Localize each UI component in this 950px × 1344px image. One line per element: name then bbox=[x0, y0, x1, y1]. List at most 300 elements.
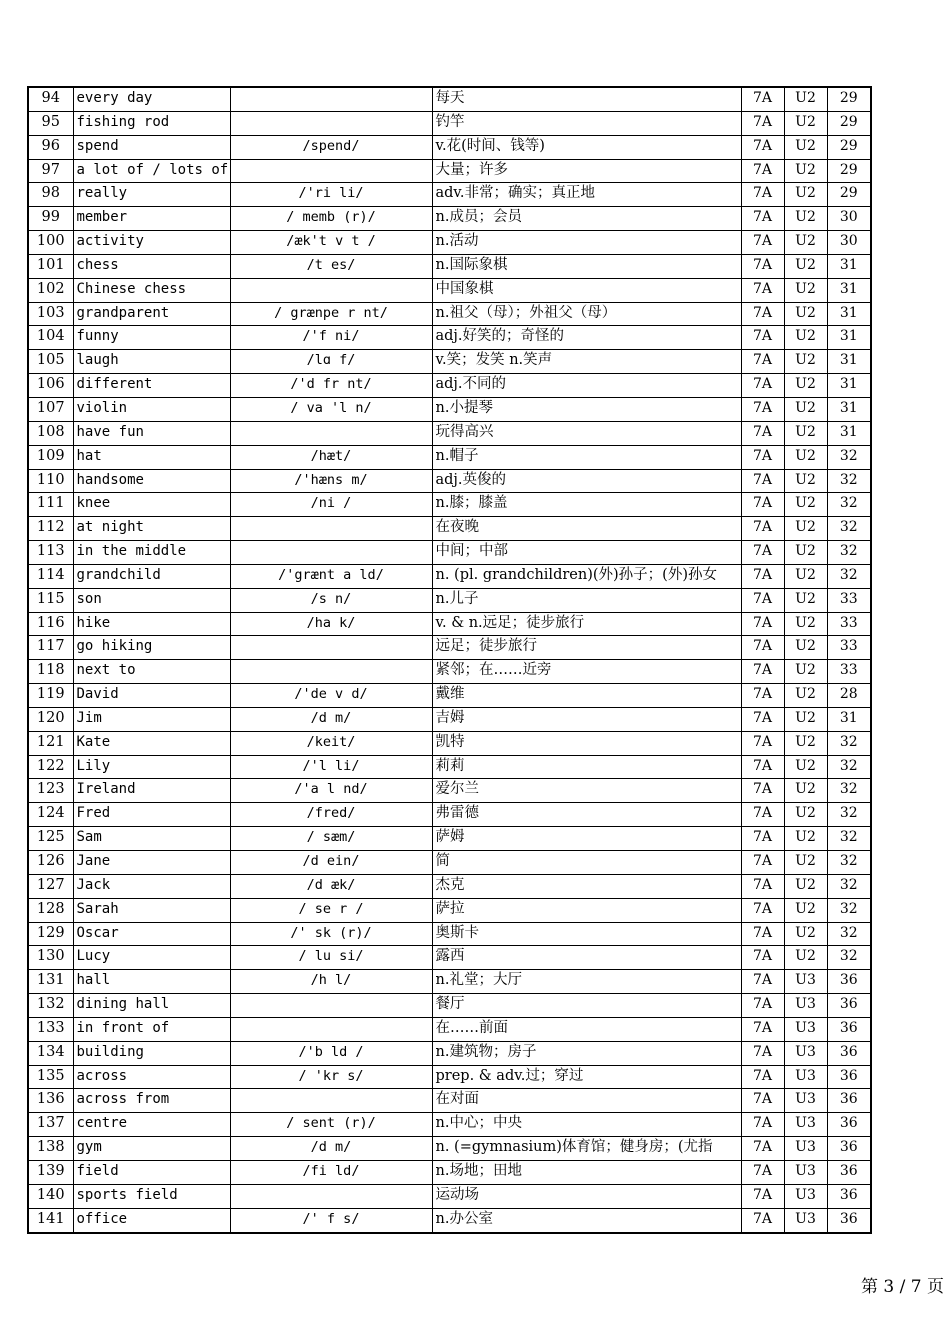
entry-word: member bbox=[73, 207, 230, 231]
entry-page: 31 bbox=[827, 350, 871, 374]
entry-word: across from bbox=[73, 1089, 230, 1113]
entry-number: 119 bbox=[28, 684, 73, 708]
entry-phonetic: / sæm/ bbox=[230, 827, 432, 851]
entry-phonetic bbox=[230, 636, 432, 660]
entry-page: 32 bbox=[827, 946, 871, 970]
entry-meaning: 运动场 bbox=[432, 1184, 741, 1208]
entry-unit: U2 bbox=[784, 135, 827, 159]
table-row bbox=[28, 326, 871, 350]
entry-number: 141 bbox=[28, 1208, 73, 1232]
entry-number: 94 bbox=[28, 87, 73, 111]
entry-phonetic: /keit/ bbox=[230, 731, 432, 755]
entry-page: 31 bbox=[827, 278, 871, 302]
entry-unit: U2 bbox=[784, 731, 827, 755]
entry-word: next to bbox=[73, 660, 230, 684]
entry-phonetic bbox=[230, 541, 432, 565]
entry-meaning: prep. & adv.过；穿过 bbox=[432, 1065, 741, 1089]
entry-page: 36 bbox=[827, 1137, 871, 1161]
entry-unit: U2 bbox=[784, 946, 827, 970]
table-row bbox=[28, 946, 871, 970]
entry-book: 7A bbox=[741, 851, 784, 875]
entry-page: 33 bbox=[827, 588, 871, 612]
entry-number: 115 bbox=[28, 588, 73, 612]
entry-page: 31 bbox=[827, 374, 871, 398]
entry-meaning: 爱尔兰 bbox=[432, 779, 741, 803]
entry-phonetic: / 'kr s/ bbox=[230, 1065, 432, 1089]
entry-word: across bbox=[73, 1065, 230, 1089]
entry-unit: U3 bbox=[784, 1065, 827, 1089]
entry-page: 33 bbox=[827, 636, 871, 660]
entry-phonetic bbox=[230, 517, 432, 541]
entry-number: 134 bbox=[28, 1041, 73, 1065]
entry-book: 7A bbox=[741, 970, 784, 994]
entry-word: Sam bbox=[73, 827, 230, 851]
entry-number: 137 bbox=[28, 1113, 73, 1137]
entry-meaning: n.建筑物；房子 bbox=[432, 1041, 741, 1065]
entry-page: 32 bbox=[827, 874, 871, 898]
table-row bbox=[28, 517, 871, 541]
entry-page: 31 bbox=[827, 254, 871, 278]
entry-phonetic: /d æk/ bbox=[230, 874, 432, 898]
entry-unit: U2 bbox=[784, 183, 827, 207]
entry-word: chess bbox=[73, 254, 230, 278]
table-row bbox=[28, 159, 871, 183]
entry-meaning: 在对面 bbox=[432, 1089, 741, 1113]
entry-word: son bbox=[73, 588, 230, 612]
entry-book: 7A bbox=[741, 302, 784, 326]
entry-meaning: 中间；中部 bbox=[432, 541, 741, 565]
entry-book: 7A bbox=[741, 87, 784, 111]
entry-number: 126 bbox=[28, 851, 73, 875]
entry-meaning: n. (pl. grandchildren)(外)孙子；(外)孙女 bbox=[432, 564, 741, 588]
entry-word: fishing rod bbox=[73, 111, 230, 135]
entry-phonetic: /d m/ bbox=[230, 707, 432, 731]
entry-page: 28 bbox=[827, 684, 871, 708]
entry-phonetic: / memb (r)/ bbox=[230, 207, 432, 231]
entry-unit: U2 bbox=[784, 922, 827, 946]
entry-word: go hiking bbox=[73, 636, 230, 660]
entry-book: 7A bbox=[741, 207, 784, 231]
entry-unit: U3 bbox=[784, 1184, 827, 1208]
table-row bbox=[28, 970, 871, 994]
entry-unit: U2 bbox=[784, 707, 827, 731]
entry-phonetic bbox=[230, 421, 432, 445]
entry-phonetic: /'ri li/ bbox=[230, 183, 432, 207]
entry-word: Jim bbox=[73, 707, 230, 731]
entry-unit: U2 bbox=[784, 874, 827, 898]
entry-word: have fun bbox=[73, 421, 230, 445]
entry-unit: U2 bbox=[784, 779, 827, 803]
table-row bbox=[28, 803, 871, 827]
entry-meaning: adj.不同的 bbox=[432, 374, 741, 398]
entry-book: 7A bbox=[741, 946, 784, 970]
entry-book: 7A bbox=[741, 183, 784, 207]
entry-phonetic: /ni / bbox=[230, 493, 432, 517]
entry-page: 31 bbox=[827, 707, 871, 731]
entry-phonetic bbox=[230, 1017, 432, 1041]
entry-page: 32 bbox=[827, 755, 871, 779]
entry-meaning: 吉姆 bbox=[432, 707, 741, 731]
entry-word: hall bbox=[73, 970, 230, 994]
entry-phonetic: / lu si/ bbox=[230, 946, 432, 970]
entry-number: 117 bbox=[28, 636, 73, 660]
entry-number: 133 bbox=[28, 1017, 73, 1041]
table-row bbox=[28, 636, 871, 660]
table-row bbox=[28, 851, 871, 875]
entry-word: Jane bbox=[73, 851, 230, 875]
entry-word: in front of bbox=[73, 1017, 230, 1041]
entry-meaning: n.小提琴 bbox=[432, 397, 741, 421]
entry-book: 7A bbox=[741, 922, 784, 946]
entry-meaning: 奥斯卡 bbox=[432, 922, 741, 946]
entry-word: Chinese chess bbox=[73, 278, 230, 302]
entry-phonetic: /' sk (r)/ bbox=[230, 922, 432, 946]
entry-phonetic: /spend/ bbox=[230, 135, 432, 159]
entry-book: 7A bbox=[741, 541, 784, 565]
entry-meaning: 在……前面 bbox=[432, 1017, 741, 1041]
table-row bbox=[28, 779, 871, 803]
entry-meaning: adj.好笑的；奇怪的 bbox=[432, 326, 741, 350]
entry-page: 32 bbox=[827, 851, 871, 875]
table-row bbox=[28, 994, 871, 1018]
entry-book: 7A bbox=[741, 111, 784, 135]
entry-word: grandparent bbox=[73, 302, 230, 326]
table-row bbox=[28, 1089, 871, 1113]
entry-page: 33 bbox=[827, 660, 871, 684]
entry-page: 32 bbox=[827, 469, 871, 493]
table-row bbox=[28, 1160, 871, 1184]
entry-phonetic bbox=[230, 1089, 432, 1113]
entry-word: sports field bbox=[73, 1184, 230, 1208]
table-row bbox=[28, 254, 871, 278]
table-row bbox=[28, 731, 871, 755]
entry-unit: U2 bbox=[784, 421, 827, 445]
entry-book: 7A bbox=[741, 517, 784, 541]
entry-page: 36 bbox=[827, 1065, 871, 1089]
entry-word: handsome bbox=[73, 469, 230, 493]
entry-phonetic bbox=[230, 1184, 432, 1208]
entry-meaning: 大量；许多 bbox=[432, 159, 741, 183]
entry-word: different bbox=[73, 374, 230, 398]
entry-meaning: n.国际象棋 bbox=[432, 254, 741, 278]
entry-unit: U2 bbox=[784, 660, 827, 684]
entry-book: 7A bbox=[741, 493, 784, 517]
table-row bbox=[28, 755, 871, 779]
entry-page: 36 bbox=[827, 1041, 871, 1065]
entry-phonetic: /ha k/ bbox=[230, 612, 432, 636]
entry-book: 7A bbox=[741, 1184, 784, 1208]
entry-word: David bbox=[73, 684, 230, 708]
table-row bbox=[28, 135, 871, 159]
entry-unit: U3 bbox=[784, 1113, 827, 1137]
entry-phonetic bbox=[230, 159, 432, 183]
entry-page: 32 bbox=[827, 445, 871, 469]
entry-book: 7A bbox=[741, 326, 784, 350]
entry-book: 7A bbox=[741, 636, 784, 660]
entry-number: 121 bbox=[28, 731, 73, 755]
entry-book: 7A bbox=[741, 1113, 784, 1137]
entry-page: 33 bbox=[827, 612, 871, 636]
table-row bbox=[28, 278, 871, 302]
entry-meaning: 杰克 bbox=[432, 874, 741, 898]
entry-unit: U2 bbox=[784, 636, 827, 660]
entry-unit: U3 bbox=[784, 1089, 827, 1113]
table-row bbox=[28, 922, 871, 946]
entry-word: spend bbox=[73, 135, 230, 159]
table-row bbox=[28, 183, 871, 207]
entry-page: 36 bbox=[827, 970, 871, 994]
entry-number: 98 bbox=[28, 183, 73, 207]
entry-page: 31 bbox=[827, 302, 871, 326]
entry-meaning: n.成员；会员 bbox=[432, 207, 741, 231]
entry-unit: U2 bbox=[784, 493, 827, 517]
entry-book: 7A bbox=[741, 1041, 784, 1065]
entry-meaning: 萨姆 bbox=[432, 827, 741, 851]
entry-meaning: v.花(时间、钱等) bbox=[432, 135, 741, 159]
entry-book: 7A bbox=[741, 779, 784, 803]
entry-page: 32 bbox=[827, 493, 871, 517]
entry-number: 132 bbox=[28, 994, 73, 1018]
entry-book: 7A bbox=[741, 564, 784, 588]
entry-meaning: n.活动 bbox=[432, 231, 741, 255]
entry-page: 29 bbox=[827, 135, 871, 159]
entry-number: 129 bbox=[28, 922, 73, 946]
entry-book: 7A bbox=[741, 159, 784, 183]
entry-unit: U2 bbox=[784, 374, 827, 398]
entry-meaning: n.祖父（母）；外祖父（母） bbox=[432, 302, 741, 326]
entry-number: 101 bbox=[28, 254, 73, 278]
entry-unit: U2 bbox=[784, 827, 827, 851]
entry-phonetic: /'f ni/ bbox=[230, 326, 432, 350]
entry-page: 30 bbox=[827, 231, 871, 255]
entry-phonetic: /'l li/ bbox=[230, 755, 432, 779]
entry-word: centre bbox=[73, 1113, 230, 1137]
entry-number: 103 bbox=[28, 302, 73, 326]
entry-word: hat bbox=[73, 445, 230, 469]
entry-page: 36 bbox=[827, 1184, 871, 1208]
entry-phonetic: /'d fr nt/ bbox=[230, 374, 432, 398]
entry-meaning: 简 bbox=[432, 851, 741, 875]
entry-book: 7A bbox=[741, 350, 784, 374]
entry-page: 36 bbox=[827, 1160, 871, 1184]
table-row bbox=[28, 612, 871, 636]
entry-meaning: adj.英俊的 bbox=[432, 469, 741, 493]
entry-number: 114 bbox=[28, 564, 73, 588]
entry-word: dining hall bbox=[73, 994, 230, 1018]
entry-book: 7A bbox=[741, 1137, 784, 1161]
entry-book: 7A bbox=[741, 469, 784, 493]
entry-page: 32 bbox=[827, 564, 871, 588]
entry-word: in the middle bbox=[73, 541, 230, 565]
entry-word: Oscar bbox=[73, 922, 230, 946]
entry-page: 36 bbox=[827, 1017, 871, 1041]
entry-meaning: 凯特 bbox=[432, 731, 741, 755]
entry-meaning: 每天 bbox=[432, 87, 741, 111]
entry-phonetic: /hæt/ bbox=[230, 445, 432, 469]
entry-page: 29 bbox=[827, 111, 871, 135]
entry-word: gym bbox=[73, 1137, 230, 1161]
entry-book: 7A bbox=[741, 445, 784, 469]
entry-book: 7A bbox=[741, 827, 784, 851]
entry-unit: U2 bbox=[784, 302, 827, 326]
entry-number: 135 bbox=[28, 1065, 73, 1089]
entry-book: 7A bbox=[741, 588, 784, 612]
entry-meaning: 莉莉 bbox=[432, 755, 741, 779]
entry-number: 111 bbox=[28, 493, 73, 517]
entry-unit: U3 bbox=[784, 1017, 827, 1041]
entry-number: 128 bbox=[28, 898, 73, 922]
entry-book: 7A bbox=[741, 135, 784, 159]
entry-number: 99 bbox=[28, 207, 73, 231]
entry-meaning: 露西 bbox=[432, 946, 741, 970]
entry-book: 7A bbox=[741, 755, 784, 779]
entry-meaning: 紧邻；在……近旁 bbox=[432, 660, 741, 684]
table-row bbox=[28, 87, 871, 111]
entry-unit: U2 bbox=[784, 898, 827, 922]
table-row bbox=[28, 1184, 871, 1208]
entry-meaning: v.笑；发笑 n.笑声 bbox=[432, 350, 741, 374]
table-row bbox=[28, 898, 871, 922]
entry-meaning: 餐厅 bbox=[432, 994, 741, 1018]
entry-number: 139 bbox=[28, 1160, 73, 1184]
entry-book: 7A bbox=[741, 421, 784, 445]
entry-book: 7A bbox=[741, 803, 784, 827]
entry-number: 113 bbox=[28, 541, 73, 565]
entry-book: 7A bbox=[741, 254, 784, 278]
page-number: 第 3 / 7 页 bbox=[861, 1277, 944, 1297]
entry-meaning: adv.非常；确实；真正地 bbox=[432, 183, 741, 207]
table-row bbox=[28, 564, 871, 588]
entry-book: 7A bbox=[741, 684, 784, 708]
entry-unit: U2 bbox=[784, 564, 827, 588]
table-row bbox=[28, 1041, 871, 1065]
entry-meaning: 远足；徒步旅行 bbox=[432, 636, 741, 660]
table-row bbox=[28, 1065, 871, 1089]
entry-number: 95 bbox=[28, 111, 73, 135]
entry-meaning: 中国象棋 bbox=[432, 278, 741, 302]
entry-number: 106 bbox=[28, 374, 73, 398]
entry-book: 7A bbox=[741, 397, 784, 421]
entry-page: 32 bbox=[827, 922, 871, 946]
entry-number: 136 bbox=[28, 1089, 73, 1113]
entry-phonetic bbox=[230, 660, 432, 684]
entry-page: 32 bbox=[827, 827, 871, 851]
table-row bbox=[28, 302, 871, 326]
entry-word: hike bbox=[73, 612, 230, 636]
entry-page: 36 bbox=[827, 1113, 871, 1137]
entry-book: 7A bbox=[741, 707, 784, 731]
entry-page: 36 bbox=[827, 994, 871, 1018]
entry-page: 36 bbox=[827, 1089, 871, 1113]
entry-phonetic: /h l/ bbox=[230, 970, 432, 994]
entry-page: 32 bbox=[827, 898, 871, 922]
table-row bbox=[28, 541, 871, 565]
entry-page: 31 bbox=[827, 421, 871, 445]
entry-number: 102 bbox=[28, 278, 73, 302]
entry-meaning: n.帽子 bbox=[432, 445, 741, 469]
entry-number: 127 bbox=[28, 874, 73, 898]
entry-word: laugh bbox=[73, 350, 230, 374]
entry-unit: U2 bbox=[784, 254, 827, 278]
entry-word: Fred bbox=[73, 803, 230, 827]
table-row bbox=[28, 111, 871, 135]
entry-page: 32 bbox=[827, 731, 871, 755]
entry-number: 104 bbox=[28, 326, 73, 350]
entry-phonetic bbox=[230, 994, 432, 1018]
entry-number: 107 bbox=[28, 397, 73, 421]
table-row bbox=[28, 684, 871, 708]
table-row bbox=[28, 350, 871, 374]
entry-word: Jack bbox=[73, 874, 230, 898]
entry-page: 32 bbox=[827, 517, 871, 541]
entry-phonetic: /fi ld/ bbox=[230, 1160, 432, 1184]
entry-word: activity bbox=[73, 231, 230, 255]
entry-page: 30 bbox=[827, 207, 871, 231]
entry-phonetic: /d ein/ bbox=[230, 851, 432, 875]
table-row bbox=[28, 1017, 871, 1041]
entry-phonetic: / se r / bbox=[230, 898, 432, 922]
entry-unit: U2 bbox=[784, 326, 827, 350]
entry-unit: U3 bbox=[784, 1208, 827, 1232]
entry-unit: U2 bbox=[784, 469, 827, 493]
entry-word: office bbox=[73, 1208, 230, 1232]
entry-book: 7A bbox=[741, 1017, 784, 1041]
entry-unit: U2 bbox=[784, 612, 827, 636]
entry-meaning: n.场地；田地 bbox=[432, 1160, 741, 1184]
entry-word: every day bbox=[73, 87, 230, 111]
table-row bbox=[28, 493, 871, 517]
vocabulary-table-body bbox=[28, 87, 871, 1233]
entry-word: Lily bbox=[73, 755, 230, 779]
entry-word: at night bbox=[73, 517, 230, 541]
entry-unit: U3 bbox=[784, 970, 827, 994]
entry-word: Lucy bbox=[73, 946, 230, 970]
entry-page: 29 bbox=[827, 183, 871, 207]
entry-number: 116 bbox=[28, 612, 73, 636]
entry-unit: U2 bbox=[784, 445, 827, 469]
entry-unit: U2 bbox=[784, 517, 827, 541]
entry-unit: U3 bbox=[784, 1137, 827, 1161]
entry-word: really bbox=[73, 183, 230, 207]
entry-word: Kate bbox=[73, 731, 230, 755]
entry-number: 100 bbox=[28, 231, 73, 255]
entry-number: 124 bbox=[28, 803, 73, 827]
entry-number: 96 bbox=[28, 135, 73, 159]
entry-page: 32 bbox=[827, 803, 871, 827]
entry-phonetic bbox=[230, 87, 432, 111]
entry-unit: U3 bbox=[784, 1041, 827, 1065]
entry-book: 7A bbox=[741, 374, 784, 398]
entry-unit: U2 bbox=[784, 755, 827, 779]
entry-unit: U2 bbox=[784, 111, 827, 135]
entry-book: 7A bbox=[741, 612, 784, 636]
entry-book: 7A bbox=[741, 731, 784, 755]
entry-meaning: n.中心；中央 bbox=[432, 1113, 741, 1137]
entry-word: Ireland bbox=[73, 779, 230, 803]
entry-meaning: n.膝；膝盖 bbox=[432, 493, 741, 517]
entry-number: 97 bbox=[28, 159, 73, 183]
entry-meaning: 弗雷德 bbox=[432, 803, 741, 827]
entry-phonetic: /s n/ bbox=[230, 588, 432, 612]
entry-word: Sarah bbox=[73, 898, 230, 922]
entry-phonetic: /'hæns m/ bbox=[230, 469, 432, 493]
entry-phonetic: / va 'l n/ bbox=[230, 397, 432, 421]
vocabulary-sheet bbox=[27, 86, 870, 1234]
entry-unit: U2 bbox=[784, 541, 827, 565]
entry-word: grandchild bbox=[73, 564, 230, 588]
entry-page: 29 bbox=[827, 159, 871, 183]
table-row bbox=[28, 374, 871, 398]
